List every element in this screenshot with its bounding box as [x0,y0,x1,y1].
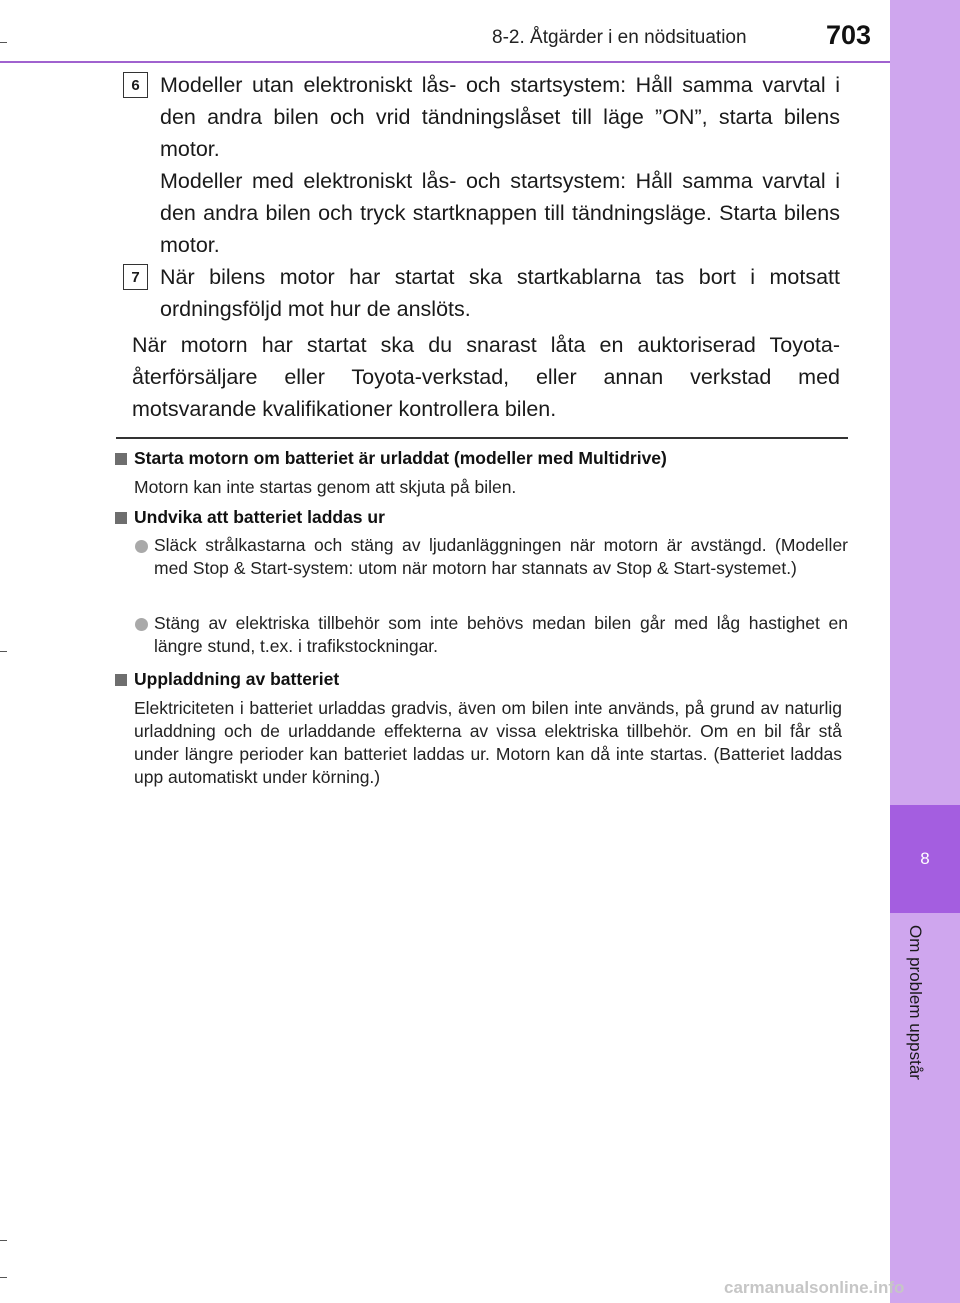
step-number-box: 6 [123,72,148,98]
watermark: carmanualsonline.info [724,1278,905,1297]
note-heading: Undvika att batteriet laddas ur [134,507,385,527]
section-divider [116,437,848,439]
round-bullet-icon [135,540,148,553]
note-heading: Uppladdning av batteriet [134,669,340,689]
chapter-number-tab: 8 [890,805,960,913]
note-text: Elektriciteten i batteriet urladdas gradvis, även om bilen inte används, på grund av naturlig urladdning och de urladdande effekterna av vissa elektriska tillbehör. Om en bil får stå under längre perioder kan batteriet laddas ur. Motorn kan då inte startas. (Batteriet laddas upp automatiskt under körning.) [134,698,842,787]
side-tab-top [890,0,960,805]
bullet-text: Stäng av elektriska tillbehör som inte behövs medan bilen går med låg hastighet en längre stund, t.ex. i trafikstockningar. [154,613,848,656]
bullet-text: Släck strålkastarna och stäng av ljudanläggningen när motorn är avstängd. (Modeller med Stop & Start-system: utom när motorn har stannats av Stop & Start-systemet.) [154,535,848,578]
crop-mark [0,651,7,652]
crop-mark [0,1240,7,1241]
side-tab-bottom [890,913,960,1303]
crop-mark [0,42,7,43]
step-paragraph: När bilens motor har startat ska startkablarna tas bort i motsatt ordningsföljd mot hur de anslöts. [160,265,840,321]
step-paragraph: Modeller med elektroniskt lås- och startsystem: Håll samma varvtal i den andra bilen och tryck startknappen till tändningsläge. Starta bilens motor. [160,169,840,257]
square-bullet-icon [115,674,127,686]
header-rule [0,61,890,63]
step-number-box: 7 [123,264,148,290]
round-bullet-icon [135,618,148,631]
note-text: Motorn kan inte startas genom att skjuta på bilen. [134,477,517,497]
chapter-title: Om problem uppstår [906,925,925,1080]
square-bullet-icon [115,512,127,524]
note-heading: Starta motorn om batteriet är urladdat (modeller med Multidrive) [134,448,667,468]
square-bullet-icon [115,453,127,465]
after-start-note: När motorn har startat ska du snarast låta en auktoriserad Toyota-återförsäljare eller Toyota-verkstad, eller annan verkstad med motsvarande kvalifikationer kontrollera bilen. [132,333,840,421]
section-title: 8-2. Åtgärder i en nödsituation [492,27,747,48]
step-paragraph: Modeller utan elektroniskt lås- och startsystem: Håll samma varvtal i den andra bilen och vrid tändningslåset till läge ”ON”, starta bilens motor. [160,73,840,161]
crop-mark [0,1277,7,1278]
page-number: 703 [826,20,872,50]
